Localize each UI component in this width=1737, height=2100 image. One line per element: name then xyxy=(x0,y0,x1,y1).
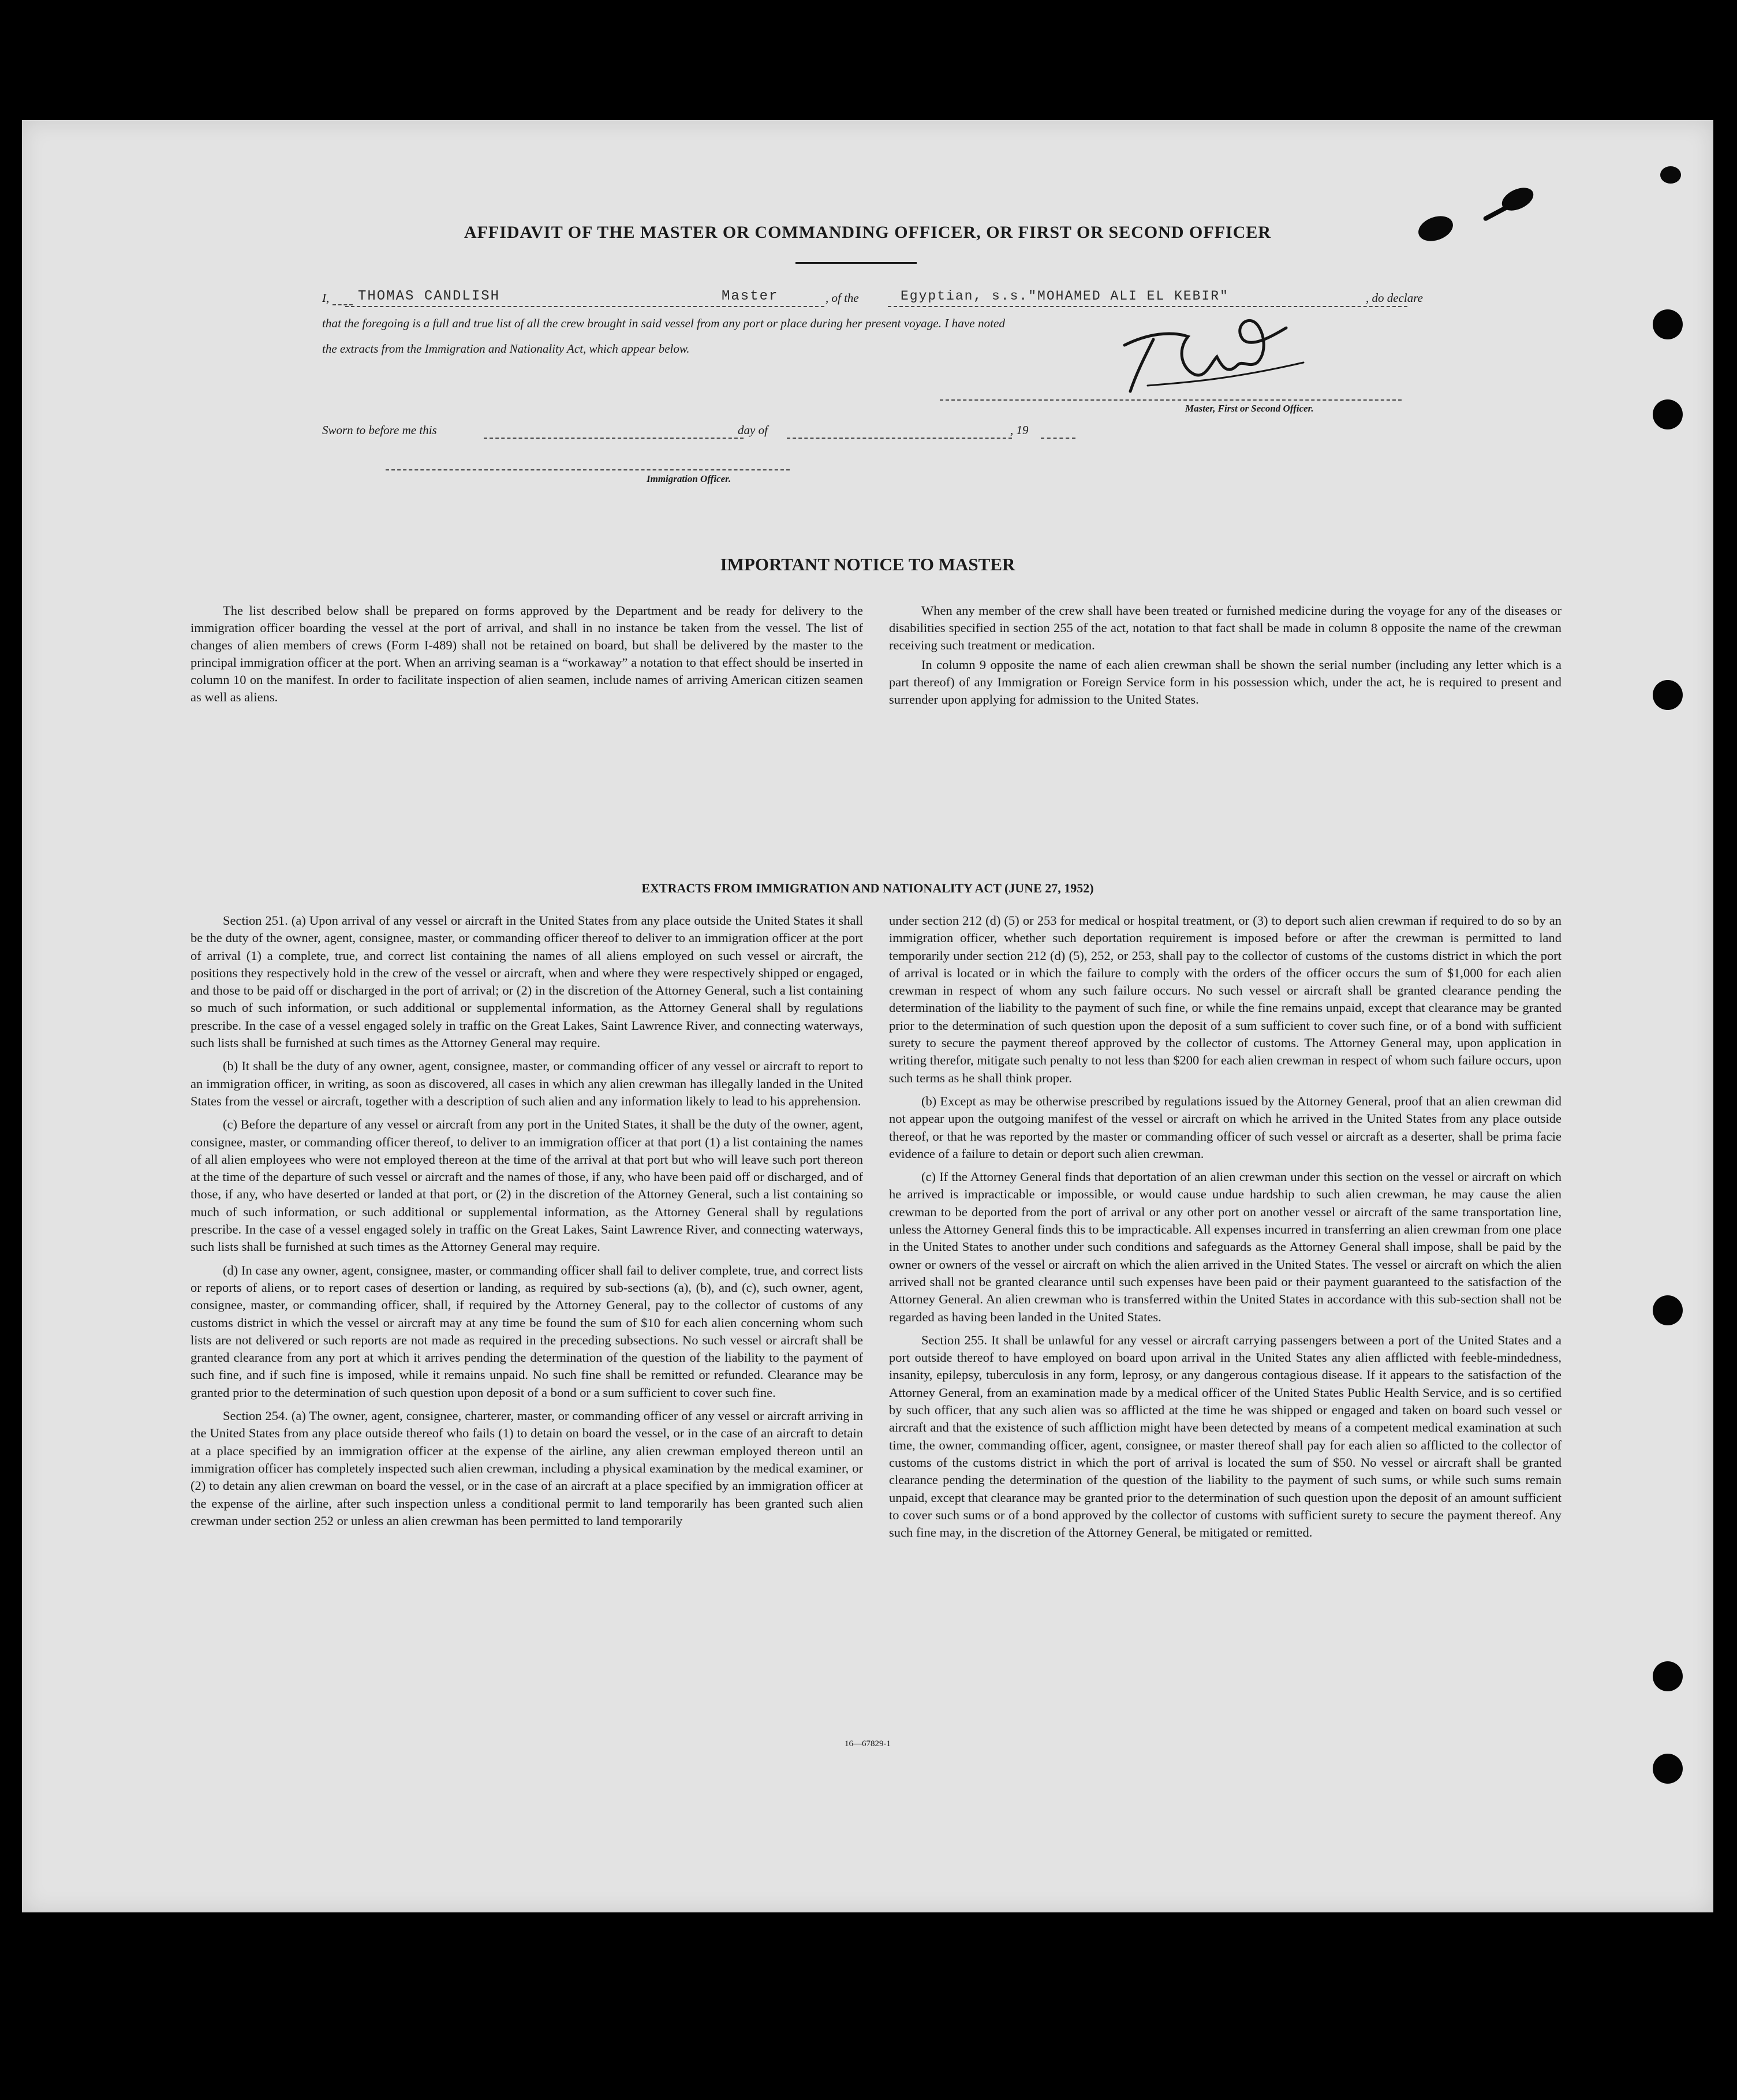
vessel-name: Egyptian, s.s."MOHAMED ALI EL KEBIR" xyxy=(901,289,1229,304)
punch-hole xyxy=(1653,399,1683,429)
section-254b: (b) Except as may be otherwise prescribed by regulations issued by the Attorney General, proof that an alien crewman did not appear upon the outgoing manifest of the vessel or aircraft on which he arrived in the United States from any place outside thereof, or that he was reported by the master or commanding officer of such vessel or aircraft as a deserter, shall be prima facie evidence of a failure to detain or deport such alien crewman. xyxy=(889,1093,1562,1161)
declaration-prefix: I, xyxy=(322,291,330,305)
section-251a: Section 251. (a) Upon arrival of any vessel or aircraft in the United States from any place outside the United States it shall be the duty of the owner, agent, consignee, master, or commanding officer thereof to deliver to an immigration officer at the port of arrival (1) a complete, true, and correct list containing the names of all aliens employed on such vessel or aircraft, the positions they respectively hold in the crew of the vessel or aircraft, when and where they were respectively shipped or engaged, and those to be paid off or discharged in the port of arrival; or (2) in the discretion of the Attorney General, such a list containing so much of such information, or such additional or supplemental information, as the Attorney General shall by regulations prescribe. In the case of a vessel engaged solely in traffic on the Great Lakes, Saint Lawrence River, and connecting waterways, such lists shall be furnished at such times as the Attorney General may require. xyxy=(190,913,863,1051)
punch-hole xyxy=(1653,1295,1683,1325)
title-underline xyxy=(795,262,917,264)
punch-hole xyxy=(1653,1661,1683,1691)
extracts-title: EXTRACTS FROM IMMIGRATION AND NATIONALITY ACT (JUNE 27, 1952) xyxy=(641,881,1094,895)
sworn-field-line xyxy=(484,438,744,439)
punch-hole xyxy=(1653,309,1683,339)
document-sheet xyxy=(22,120,1713,1912)
of-the-label: , of the xyxy=(825,291,859,305)
year-field-line xyxy=(1041,438,1075,439)
year-label: , 19 xyxy=(1010,423,1029,437)
extracts-right-column xyxy=(889,912,1562,1547)
section-251b: (b) It shall be the duty of any owner, agent, consignee, master, or commanding officer of any vessel or aircraft to report to an immigration officer, in writing, as soon as discovered, all cases in which any alien crewman has illegally landed in the United States from the vessel or aircraft, together with a description of such alien and any information likely to lead to his apprehension. xyxy=(190,1059,863,1108)
notice-right-column xyxy=(889,602,1562,711)
master-name: THOMAS CANDLISH xyxy=(358,289,500,304)
day-of-label: day of xyxy=(738,423,768,437)
sworn-label: Sworn to before me this xyxy=(322,423,437,437)
notice-left-column xyxy=(190,602,863,708)
section-255: Section 255. It shall be unlawful for any vessel or aircraft carrying passengers between a port of the United States and a port outside thereof to have employed on board upon arrival in the United States any alien afflicted with feeble-mindedness, insanity, epilepsy, tuberculosis in any form, leprosy, or any dangerous contagious disease. If it appears to the satisfaction of the Attorney General, from an examination made by a medical officer of the United States Public Health Service, and is so certified by such officer, that any such alien was so afflicted at the time he was shipped or engaged and taken on board such vessel or aircraft and that the existence of such affliction might have been detected by means of a competent medical examination at such time, the owner, commanding officer, agent, consignee, or master thereof shall pay for each alien so afflicted to the collector of customs of the customs district in which the port of arrival is located the sum of $50. No vessel or aircraft shall be granted clearance pending the determination of the question of the liability to the payment of such sums, or while such sums remain unpaid, except that clearance may be granted prior to the determination of such question upon the deposit of an amount sufficient to cover such sums or of a bond approved by the collector of customs with sufficient surety to secure the payment thereof. Any such fine may, in the discretion of the Attorney General, be mitigated or remitted. xyxy=(889,1332,1562,1540)
declare-label: , do declare xyxy=(1366,291,1423,305)
master-signature xyxy=(1113,305,1321,403)
extracts-left-column xyxy=(190,912,863,1535)
notice-paragraph: The list described below shall be prepared on forms approved by the Department and be ready for delivery to the immigration officer boarding the vessel at the port of arrival, and shall in no instance be taken from the vessel. The list of changes of alien members of crews (Form I-489) shall not be retained on board, but shall be delivered by the master to the principal immigration officer at the port. When an arriving seaman is a “workaway” a notation to that effect should be inserted in column 10 on the manifest. In order to facilitate inspection of alien seamen, include names of arriving American citizen seamen as well as aliens. xyxy=(190,603,863,704)
declaration-line-3: the extracts from the Immigration and Nationality Act, which appear below. xyxy=(322,342,690,356)
declaration-line-1 xyxy=(322,291,353,305)
section-251d: (d) In case any owner, agent, consignee, master, or commanding officer shall fail to deliver complete, true, and correct lists or reports of aliens, or to report cases of desertion or landing, as required by sub-sections (a), (b), and (c), such owner, agent, consignee, master, or commanding officer, shall, if required by the Attorney General, pay to the collector of customs of any customs district in which the vessel or aircraft may at any time be found the sum of $10 for each alien concerning whom such lists are not delivered or such reports are not made as required in the preceding subsections. No such vessel or aircraft shall be granted clearance from any port at which it arrives pending the determination of the question of the liability to the payment of such fine, and if such fine is imposed, while it remains unpaid. No such fine shall be remitted or refunded. Clearance may be granted prior to the determination of such question upon deposit of a bond or a sum sufficient to cover such fine. xyxy=(190,1262,863,1400)
officer-caption: Immigration Officer. xyxy=(647,473,731,484)
signature-caption: Master, First or Second Officer. xyxy=(1185,403,1314,414)
day-field-line xyxy=(787,438,1012,439)
punch-hole xyxy=(1653,680,1683,710)
affidavit-title: AFFIDAVIT OF THE MASTER OR COMMANDING OFFICER, OR FIRST OR SECOND OFFICER xyxy=(464,223,1272,242)
section-251c: (c) Before the departure of any vessel or aircraft from any port in the United States, it shall be the duty of the owner, agent, consignee, master, or commanding officer thereof, to deliver to an immigration officer at that port (1) a list containing the names of all alien employees who were not employed thereon at the time of the arrival at that port but who will leave such port thereon at the time of the departure of such vessel or aircraft and the names of those, if any, who have been paid off or discharged, and of those, if any, who have deserted or landed at that port, or (2) in the discretion of the Attorney General, such a list containing so much of such information, or such additional or supplemental information, as the Attorney General shall by regulations prescribe. In the case of a vessel engaged solely in traffic on the Great Lakes, Saint Lawrence River, and connecting waterways, such lists shall be furnished at such times as the Attorney General may require. xyxy=(190,1117,863,1254)
section-254c: (c) If the Attorney General finds that deportation of an alien crewman under this section on the vessel or aircraft on which he arrived is impracticable or impossible, or would cause undue hardship to such alien crewman, he may cause the alien crewman to be deported from the port of arrival or any other port on another vessel or aircraft of the same transportation line, unless the Attorney General finds this to be impracticable. All expenses incurred in transferring an alien crewman from one place in the United States to another under such conditions and safeguards as the Attorney General shall impose, shall be paid by the owner or owners of the vessel or aircraft on which the alien arrived in the United States. The vessel or aircraft on which the alien arrived shall not be granted clearance until such expenses have been paid or their payment guaranteed to the satisfaction of the Attorney General. An alien crewman who is transferred within the United States in accordance with this sub-section shall not be regarded as having been landed in the United States. xyxy=(889,1169,1562,1324)
section-254a: Section 254. (a) The owner, agent, consignee, charterer, master, or commanding officer of any vessel or aircraft arriving in the United States from any place outside thereof who fails (1) to detain on board the vessel, or in the case of an aircraft to detain at a place specified by an immigration officer at the expense of the airline, any alien crewman employed thereon until an immigration officer has completely inspected such alien crewman, including a physical examination by the medical examiner, or (2) to detain any alien crewman on board the vessel, or in the case of an aircraft at a place specified by an immigration officer at the expense of the airline, after such inspection unless a conditional permit to land temporarily has been granted such alien crewman under section 252 or unless an alien crewman has been permitted to land temporarily xyxy=(190,1408,863,1528)
name-field-line xyxy=(345,306,824,307)
section-254a-continued: under section 212 (d) (5) or 253 for medical or hospital treatment, or (3) to deport such alien crewman if required to do so by an immigration officer, whether such deportation requirement is imposed before or after the crewman is permitted to land temporarily under section 212 (d) (5), 252, or 253, shall pay to the collector of customs of the customs district in which the port of arrival is located or in which the failure to comply with the orders of the officer occurs the sum of $1,000 for each alien crewman in respect of whom any such failure occurs. No such vessel or aircraft shall be granted clearance pending the determination of the liability to the payment of such fine, or while the fine remains unpaid, except that clearance may be granted prior to the determination of such question upon the deposit of a sum sufficient to cover such fine, or of a bond with sufficient surety to secure the payment thereof approved by the collector of customs. The Attorney General may, upon application in writing therefor, mitigate such penalty to not less than $200 for each alien crewman in respect of whom such failure occurs, upon such terms as he shall think proper. xyxy=(889,913,1562,1085)
form-number: 16—67829-1 xyxy=(845,1739,891,1748)
notice-title: IMPORTANT NOTICE TO MASTER xyxy=(720,554,1015,574)
officer-signature-line xyxy=(386,469,790,470)
ink-blot-mark xyxy=(1660,166,1681,184)
notice-paragraph: In column 9 opposite the name of each alien crewman shall be shown the serial number (including any letter which is a part thereof) of any Immigration or Foreign Service form in his possession which, under the act, he is required to present and surrender upon applying for admission to the United States. xyxy=(889,657,1562,707)
punch-hole xyxy=(1653,1754,1683,1784)
declaration-line-2: that the foregoing is a full and true list of all the crew brought in said vessel from any port or place during her present voyage. I have noted xyxy=(322,316,1006,330)
notice-paragraph: When any member of the crew shall have been treated or furnished medicine during the voyage for any of the diseases or disabilities specified in section 255 of the act, notation to that fact shall be made in column 8 opposite the name of the crewman receiving such treatment or medication. xyxy=(889,603,1562,652)
master-rank: Master xyxy=(722,289,779,304)
signature-line xyxy=(940,399,1402,401)
